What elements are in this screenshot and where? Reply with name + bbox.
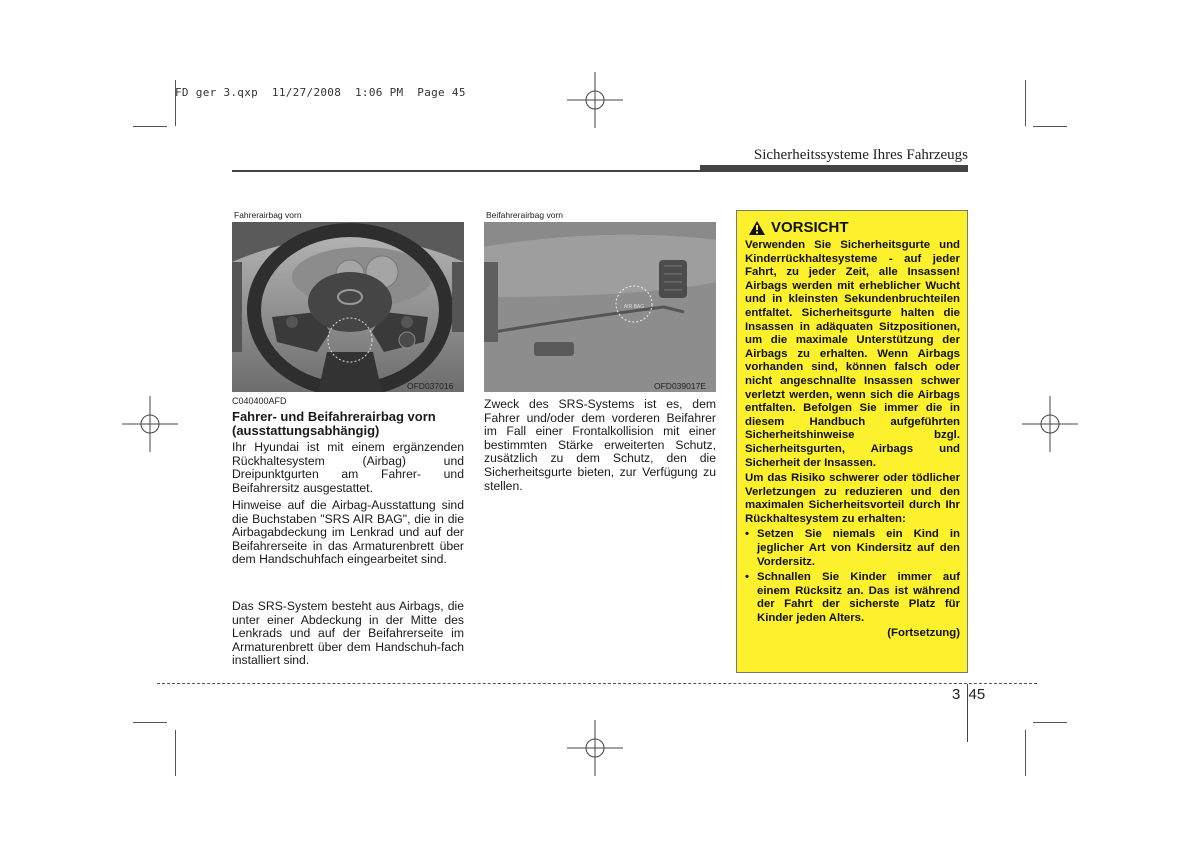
steering-wheel-illustration [232,222,464,392]
page-number-separator [967,684,968,742]
crop-mark [1025,80,1026,126]
header-rule-accent [700,165,968,171]
caution-bullet [745,528,960,569]
page-number-value: 45 [968,686,986,703]
crop-mark [1033,126,1067,127]
registration-mark-left [122,396,178,452]
caution-bullet [745,571,960,625]
figure-caption-passenger: Beifahrerairbag vorn [486,210,564,220]
section-heading: Fahrer- und Beifahrerairbag vorn (ausstattungsabhängig) [232,409,436,438]
registration-mark-bottom [567,720,623,776]
caution-title [749,219,849,236]
warning-icon [749,221,765,235]
crop-mark [1033,722,1067,723]
caution-bullet-text: Setzen Sie niemals ein Kind in jeglicher Art von Kindersitz auf den Vordersitz. [757,528,960,568]
paragraph-1: Ihr Hyundai ist mit einem ergänzenden Rückhaltesystem (Airbag) und Dreipunktgurten am Fahrer- und Beifahrersitz ausgestattet. [232,440,464,495]
bullet-glyph: • [745,571,749,584]
page-number [952,686,985,703]
crop-mark [133,126,167,127]
dashboard-illustration [484,222,716,392]
paragraph-2: Hinweise auf die Airbag-Ausstattung sind die Buchstaben "SRS AIR BAG", die in die Airbagabdeckung im Lenkrad und auf der Beifahrerseite in das Armaturenbrett über dem Handschuhfach eingearbeitet sind. [232,498,464,567]
chapter-number: 3 [952,686,961,703]
crop-mark [1025,730,1026,776]
figure-id-driver: OFD037016 [407,381,454,391]
paragraph-purpose: Zweck des SRS-Systems ist es, dem Fahrer und/oder dem vorderen Beifahrer im Fall einer Frontalkollision mit einer bestimmten Stärke erweiterten Schutz, zusätzlich zu dem Schutz, den die Sicherheitsgurte bieten, zur Verfügung zu stellen. [484,397,716,493]
caution-box [736,210,968,673]
figure-caption-driver: Fahrerairbag vorn [234,210,302,220]
print-slug: FD ger 3.qxp 11/27/2008 1:06 PM Page 45 [175,86,466,99]
crop-mark [133,722,167,723]
caution-bullet-text: Schnallen Sie Kinder immer auf einem Rücksitz an. Das ist während der Fahrt der sicherste Platz für Kinder jeden Alters. [757,571,960,625]
section-title: Sicherheitssysteme Ihres Fahrzeugs [753,147,968,163]
caution-paragraph-1: Verwenden Sie Sicherheitsgurte und Kinderrückhaltesysteme - auf jeder Fahrt, zu jeder Zeit, alle Insassen! Airbags werden mit erheblicher Wucht und in kleinsten Sekundenbruchteilen entfaltet. Sicherheitsgurte halten die Insassen in adäquaten Sitzpositionen, um die maximale Unterstützung der Airbags zu erhalten. Wenn Airbags vorhanden sind, können falsch oder nicht angeschnallte Insassen schwer verletzt werden, wenn sich die Airbags entfalten. Befolgen Sie immer die in diesem Handbuch aufgeführten Sicherheitshinweise bzgl. Sicherheitsgurten, Airbags und Sicherheit der Insassen. [745,239,960,469]
caution-body [745,239,960,640]
continued-note: (Fortsetzung) [887,626,960,639]
registration-mark-top [567,72,623,128]
caution-title-text: VORSICHT [771,219,849,236]
bullet-glyph: • [745,528,749,541]
section-code: C040400AFD [232,396,287,406]
figure-id-passenger: OFD039017E [654,381,706,391]
airbag-marking: AIR BAG [623,304,645,310]
footer-rule [157,683,1037,684]
registration-mark-right [1022,396,1078,452]
driver-airbag-photo [232,222,464,392]
paragraph-3: Das SRS-System besteht aus Airbags, die unter einer Abdeckung in der Mitte des Lenkrads und auf der Beifahrerseite im Armaturenbrett über dem Handschuh-fach installiert sind. [232,599,464,668]
crop-mark [175,730,176,776]
passenger-airbag-photo [484,222,716,392]
caution-paragraph-2: Um das Risiko schwerer oder tödlicher Verletzungen zu reduzieren und den maximalen Sicherheitsvorteil durch Ihr Rückhaltesystem zu erhalten: [745,472,960,525]
